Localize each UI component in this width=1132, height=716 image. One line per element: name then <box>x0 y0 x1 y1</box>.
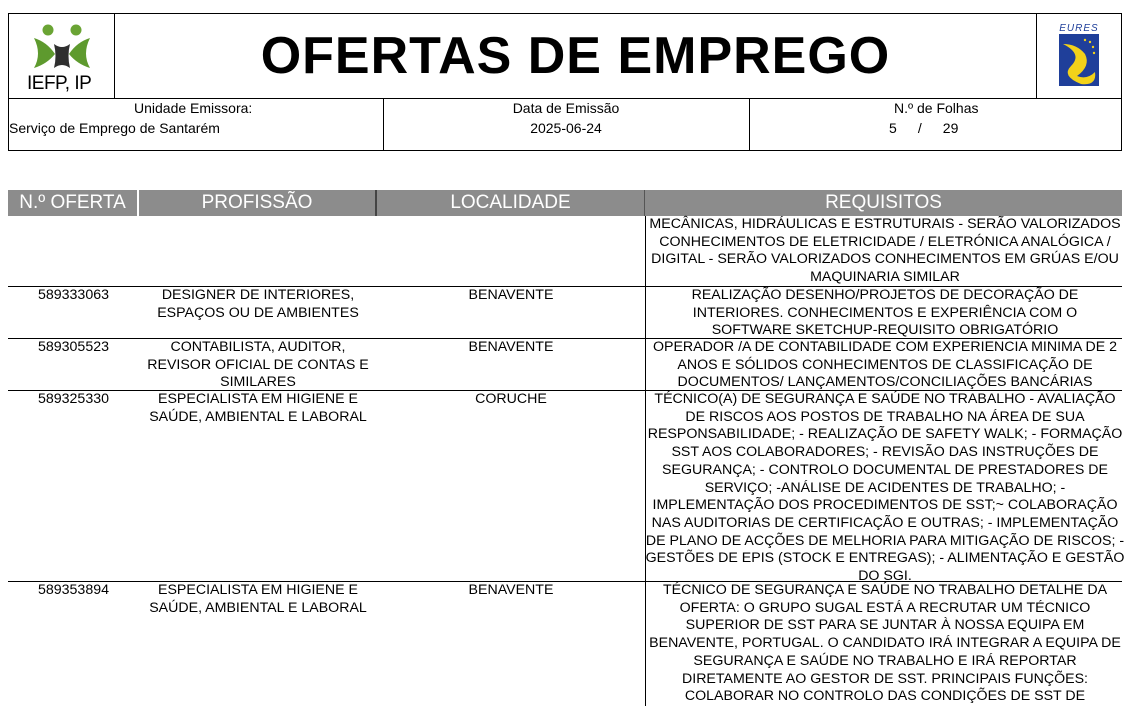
offer-number: 589353894 <box>37 582 109 598</box>
table-row <box>8 287 1122 339</box>
offer-requirements: TÉCNICO DE SEGURANÇA E SAÚDE NO TRABALHO DETALHE DA OFERTA: O GRUPO SUGAL ESTÁ A RECRUTAR UM TÉCNICO SUPERIOR DE SST PARA SE JUNTAR À NOSSA EQUIPA EM BENAVENTE, PORTUGAL. O CANDIDATO IRÁ INTEGRAR A EQUIPA DE SEGURANÇA E SAÚDE NO TRABALHO E IRÁ REPORTAR DIRETAMENTE AO GESTOR DE SST. PRINCIPAIS FUNÇÕES: COLABORAR NO CONTROLO DAS CONDIÇÕES DE SST DE <box>649 582 1121 705</box>
header-info-row <box>9 98 1121 151</box>
data-emissao-value: 2025-06-24 <box>530 120 602 136</box>
eures-emblem-icon <box>1037 14 1121 98</box>
iefp-logo-text: IEFP, IP <box>27 73 92 94</box>
folha-atual: 5 <box>889 120 897 136</box>
document-header <box>8 13 1122 151</box>
offer-profession: ESPECIALISTA EM HIGIENE E SAÚDE, AMBIENTAL E LABORAL <box>149 582 367 616</box>
folhas-total: 29 <box>942 120 959 136</box>
data-emissao-cell <box>383 98 750 151</box>
offer-profession: ESPECIALISTA EM HIGIENE E SAÚDE, AMBIENTAL E LABORAL <box>149 391 367 425</box>
unidade-emissora-label: Unidade Emissora: <box>134 100 253 116</box>
table-row <box>8 582 1122 706</box>
table-row <box>8 216 1122 287</box>
offer-location: BENAVENTE <box>468 582 554 598</box>
eures-logo <box>1036 14 1121 98</box>
table-header <box>8 190 1122 216</box>
numero-folhas-value <box>889 120 958 136</box>
offer-location: CORUCHE <box>475 391 547 407</box>
page-title: OFERTAS DE EMPREGO <box>260 27 891 85</box>
table-row <box>8 391 1125 585</box>
folhas-separator: / <box>917 120 922 136</box>
offer-profession: CONTABILISTA, AUDITOR, REVISOR OFICIAL DE CONTAS E SIMILARES <box>147 339 369 391</box>
offer-requirements: REALIZAÇÃO DESENHO/PROJETOS DE DECORAÇÃO DE INTERIORES. CONHECIMENTOS E EXPERIÊNCIA COM O SOFTWARE SKETCHUP-REQUISITO OBRIGATÓRIO <box>691 287 1079 339</box>
numero-folhas-label: N.º de Folhas <box>894 100 979 116</box>
offer-number: 589325330 <box>37 391 109 407</box>
numero-folhas-cell <box>749 98 1121 151</box>
header-title-row <box>9 14 1121 99</box>
unidade-emissora-value: Serviço de Emprego de Santarém <box>9 120 220 136</box>
offer-number: 589333063 <box>37 287 109 303</box>
column-header-numero: N.º OFERTA <box>8 190 139 216</box>
offer-profession: DESIGNER DE INTERIORES, ESPAÇOS OU DE AMBIENTES <box>157 287 359 321</box>
offer-location: BENAVENTE <box>468 339 554 355</box>
column-header-requisitos: REQUISITOS <box>825 192 942 213</box>
table-row <box>8 339 1122 391</box>
column-header-localidade: LOCALIDADE <box>377 190 645 216</box>
offer-location: BENAVENTE <box>468 287 554 303</box>
offer-requirements: TÉCNICO(A) DE SEGURANÇA E SAÚDE NO TRABALHO - AVALIAÇÃO DE RISCOS AOS POSTOS DE TRABALHO NA ÁREA DE SUA RESPONSABILIDADE; - REALIZAÇÃO DE SAFETY WALK; - FORMAÇÃO SST AOS COLABORADORES; - REVISÃO DAS INSTRUÇÕES DE SEGURANÇA; - CONTROLO DOCUMENTAL DE PRESTADORES DE SERVIÇO; -ANÁLISE DE ACIDENTES DE TRABALHO; - IMPLEMENTAÇÃO DOS PROCEDIMENTOS DE SST;~ COLABORAÇÃO NAS AUDITORIAS DE CERTIFICAÇÃO E OUTRAS; - IMPLEMENTAÇÃO DE PLANO DE ACÇÕES DE MELHORIA PARA MITIGAÇÃO DE RISCOS; -GESTÕES DE EPIS (STOCK E ENTREGAS); - ALIMENTAÇÃO E GESTÃO DO SGI. <box>645 391 1125 585</box>
eures-logo-text: EURES <box>1059 23 1099 34</box>
column-header-profissao: PROFISSÃO <box>139 190 377 216</box>
offer-number: 589305523 <box>37 339 109 355</box>
iefp-logo <box>9 14 115 98</box>
data-emissao-label: Data de Emissão <box>512 100 620 116</box>
offer-requirements: OPERADOR /A DE CONTABILIDADE COM EXPERIENCIA MINIMA DE 2 ANOS E SÓLIDOS CONHECIMENTOS DE CLASSIFICAÇÃO DE DOCUMENTOS/ LANÇAMENTOS/CONCILIAÇÕES BANCÁRIAS <box>652 339 1118 391</box>
iefp-emblem-icon <box>9 14 114 74</box>
offer-requirements: MECÂNICAS, HIDRÁULICAS E ESTRUTURAIS - SERÃO VALORIZADOS CONHECIMENTOS DE ELETRICIDADE / ELETRÓNICA ANALÓGICA / DIGITAL - SERÃO VALORIZADOS CONHECIMENTOS EM GRÚAS E/OU MAQUINARIA SIMILAR <box>649 216 1121 286</box>
unidade-emissora-cell <box>9 98 384 151</box>
